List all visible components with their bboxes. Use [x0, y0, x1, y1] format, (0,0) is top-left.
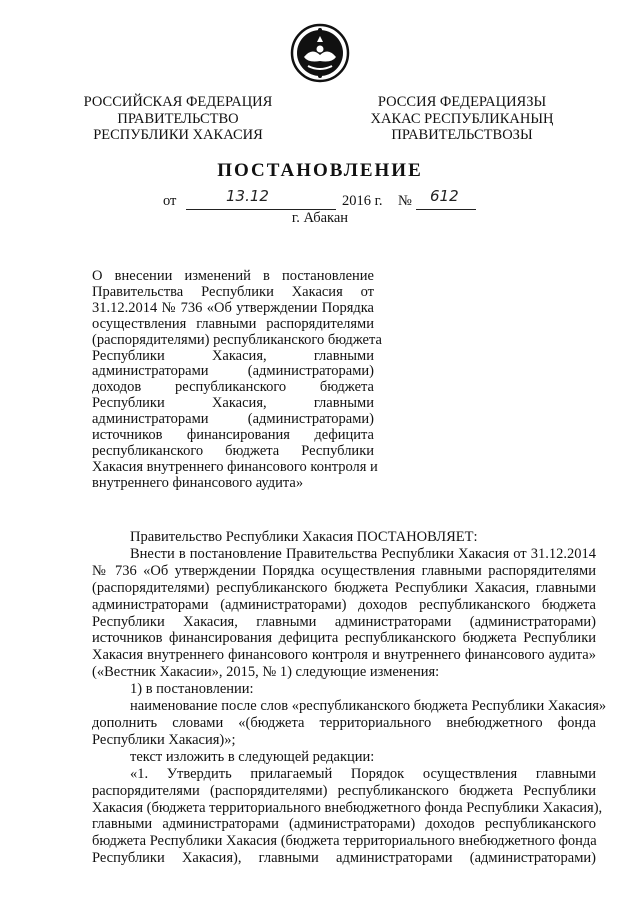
header-left-line: ПРАВИТЕЛЬСТВО	[117, 110, 239, 127]
body-line: Правительство Республики Хакасия ПОСТАНОВЛЯЕТ:	[130, 529, 478, 545]
subject-line: республиканского бюджета Республики	[92, 442, 374, 459]
body-line: источников финансирования дефицита республиканского бюджета Республики	[92, 630, 596, 647]
body-line: (распорядителями) республиканского бюджета Республики Хакасия, главными	[92, 579, 596, 596]
body-line: главными администраторами (администраторами) доходов республиканского	[92, 816, 596, 833]
coat-of-arms-emblem	[290, 22, 350, 84]
subject-block	[92, 268, 382, 492]
header-left-block	[78, 94, 278, 144]
subject-line: Хакасия внутреннего финансового контроля и	[92, 458, 378, 475]
subject-line: осуществления главными распорядителями	[92, 315, 374, 332]
subject-line: О внесении изменений в постановление	[92, 268, 374, 284]
body-line: Хакасия внутреннего финансового контроля и внутреннего финансового аудита»	[92, 647, 596, 664]
subject-line: Республики Хакасия, главными	[92, 347, 374, 364]
document-title: ПОСТАНОВЛЕНИЕ	[217, 160, 423, 181]
subject-line: Республики Хакасия, главными	[92, 395, 374, 412]
subject-line: внутреннего финансового аудита»	[92, 474, 304, 491]
number-label: №	[398, 193, 412, 209]
subject-line: доходов республиканского бюджета	[92, 379, 374, 396]
body-line: Республики Хакасия)»;	[92, 731, 236, 748]
subject-line: источников финансирования дефицита	[92, 427, 374, 444]
body-line: Хакасия (бюджета территориального внебюджетного фонда Республики Хакасия),	[92, 799, 603, 816]
body-line: дополнить словами «(бюджета территориального внебюджетного фонда	[92, 714, 596, 731]
body-line: Республики Хакасия), главными администраторами (администраторами)	[92, 850, 596, 867]
header-right-block	[362, 94, 562, 144]
body-line: распорядителями (распорядителями) республиканского бюджета Республики	[92, 782, 596, 799]
body-line: № 736 «Об утверждении Порядка осуществления главными распорядителями	[92, 562, 596, 579]
body-line: бюджета Республики Хакасия (бюджета территориального внебюджетного фонда	[92, 833, 597, 850]
handwritten-date: 13.12	[226, 187, 269, 205]
body-line: 1) в постановлении:	[130, 681, 254, 698]
body-line: наименование после слов «республиканского бюджета Республики Хакасия»	[130, 698, 607, 715]
subject-line: (распорядителями) республиканского бюджета	[92, 331, 382, 348]
from-label: от	[163, 193, 177, 209]
subject-line: 31.12.2014 № 736 «Об утверждении Порядка	[92, 299, 374, 316]
body-line: администраторами (администраторами) доходов республиканского бюджета	[92, 596, 596, 613]
body-line: Республики Хакасия, главными администраторами (администраторами)	[92, 613, 596, 630]
header-left-line: РОССИЙСКАЯ ФЕДЕРАЦИЯ	[83, 94, 273, 110]
body-line: («Вестник Хакасии», 2015, № 1) следующие изменения:	[92, 664, 440, 681]
handwritten-number: 612	[430, 187, 459, 205]
subject-line: Правительства Республики Хакасия от	[92, 283, 374, 300]
body-text-block	[92, 529, 607, 867]
subject-line: администраторами (администраторами)	[92, 411, 374, 428]
header-right-line: ХАКАС РЕСПУБЛИКАНЫҢ	[370, 110, 554, 127]
year-label: 2016 г.	[342, 193, 383, 209]
header-left-line: РЕСПУБЛИКИ ХАКАСИЯ	[93, 127, 263, 143]
body-line: Внести в постановление Правительства Республики Хакасия от 31.12.2014	[130, 545, 596, 562]
body-line: «1. Утвердить прилагаемый Порядок осуществления главными	[130, 765, 596, 782]
city-label: г. Абакан	[291, 210, 349, 226]
subject-line: администраторами (администраторами)	[92, 363, 374, 380]
header-right-line: ПРАВИТЕЛЬСТВОЗЫ	[391, 127, 533, 143]
body-line: текст изложить в следующей редакции:	[130, 748, 375, 765]
header-right-line: РОССИЯ ФЕДЕРАЦИЯЗЫ	[377, 94, 547, 110]
